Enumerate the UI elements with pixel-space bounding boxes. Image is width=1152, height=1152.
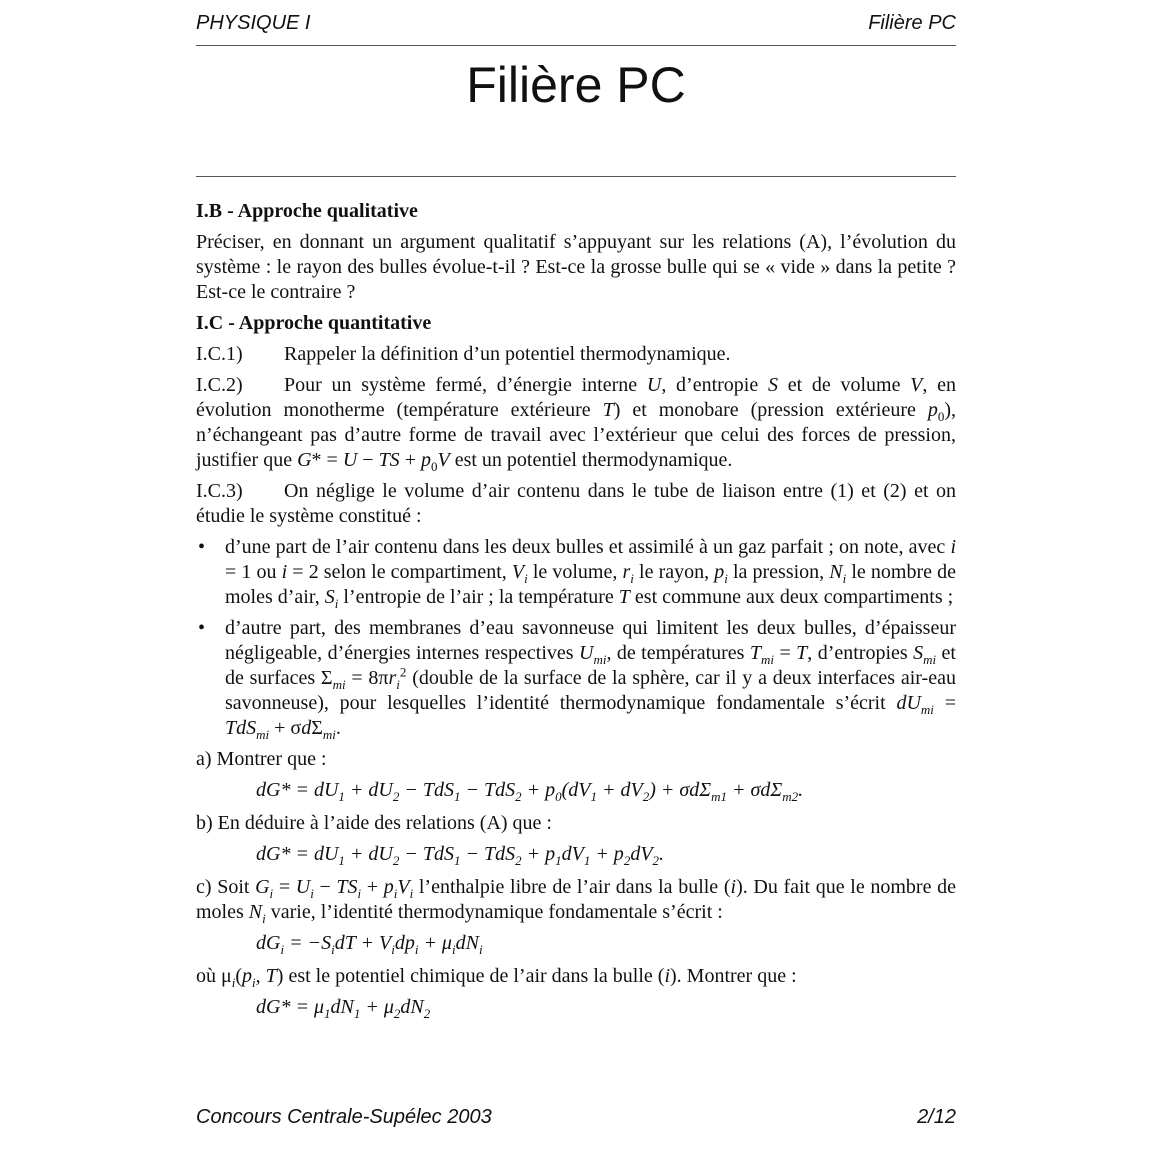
equation-a: $dG* = dU_1 + dU_2 - TdS_1 - TdS_2 + p_0(dV_1 + dV_2) + \sigma d\Sigma_{m1} + \sigma d\Sigma_{m2}$. <box>256 779 804 804</box>
question-a-label: a) <box>196 748 212 770</box>
question-c-followup: où $\mu_i(p_i$, T) est le potentiel chimique de l’air dans la bulle (i). Montrer que : <box>196 965 797 990</box>
section-ib-text: Préciser, en donnant un argument qualitatif s’appuyant sur les relations (A), l’évolution du système : le rayon des bulles évolue-t-il ? Est-ce la grosse bulle qui se « vide » dans la petite ? Est-ce le contraire ? <box>196 231 956 303</box>
question-ic1-label: I.C.1) <box>196 343 243 365</box>
bullet-air: • d’une part de l’air contenu dans les deux bulles et assimilé à un gaz parfait ; on note, avec i = 1 ou i = 2 selon le compartiment, $V_i$ le volume, $r_i$ le rayon, $p_i$ la pression, $N_i$ le nombre de moles d’air, $S_i$ l’entropie de l’air ; la température T est commune aux deux compartiments ; <box>196 535 956 610</box>
question-ic2-label: I.C.2) <box>196 374 243 396</box>
document-page <box>196 0 956 1152</box>
section-ib-heading: I.B - Approche qualitative <box>196 200 418 222</box>
question-c-label: c) <box>196 876 212 898</box>
footer-page-number: 2/12 <box>917 1106 956 1128</box>
section-ic-heading: I.C - Approche quantitative <box>196 312 432 334</box>
question-ic2: I.C.2) Pour un système fermé, d’énergie interne U, d’entropie S et de volume V, en évolution monotherme (température extérieure T) et monobare (pression extérieure $p_0$), n’échangeant pas d’autre forme de travail avec l’extérieur que celui des forces de pression, justifier que G* = U − TS + $p_0V$ est un potentiel thermodynamique. <box>196 374 957 474</box>
question-ic3-label: I.C.3) <box>196 480 243 502</box>
header-rule <box>196 45 956 46</box>
equation-c: $dG_i = -S_idT + V_idp_i + \mu_idN_i$ <box>256 932 483 957</box>
page-title: Filière PC <box>466 57 686 113</box>
question-ic1 <box>196 342 956 367</box>
question-a: a) Montrer que : <box>196 748 327 770</box>
question-b: b) En déduire à l’aide des relations (A) que : <box>196 812 552 834</box>
header-subject: PHYSIQUE I <box>196 12 311 34</box>
question-ic1-text: Rappeler la définition d’un potentiel thermodynamique. <box>284 343 731 365</box>
equation-d: $dG* = \mu_1dN_1 + \mu_2dN_2$ <box>256 996 431 1021</box>
document-body <box>196 199 956 1028</box>
header-track: Filière PC <box>868 12 956 34</box>
title-rule <box>196 176 956 177</box>
question-c: c) Soit $G_i = U_i - TS_i + p_iV_i$ l’enthalpie libre de l’air dans la bulle (i). Du fait que le nombre de moles $N_i$ varie, l’identité thermodynamique fondamentale s’écrit : <box>196 876 956 926</box>
question-b-label: b) <box>196 812 213 834</box>
question-ic3: I.C.3) On néglige le volume d’air contenu dans le tube de liaison entre (1) et (2) et on étudie le système constitué : <box>196 480 956 527</box>
equation-b: $dG* = dU_1 + dU_2 - TdS_1 - TdS_2 + p_1dV_1 + p_2dV_2$. <box>256 843 665 868</box>
system-bullet-list <box>196 535 956 741</box>
bullet-membranes: • d’autre part, des membranes d’eau savonneuse qui limitent les deux bulles, d’épaisseur négligeable, d’énergies internes respectives $U_{mi}$, de températures $T_{mi} = T$, d’entropies $S_{mi}$ et de surfaces $\Sigma_{mi} = 8\pi r_i^2$ (double de la surface de la sphère, car il y a deux interfaces air-eau savonneuse), pour lesquelles l’identité thermodynamique fondamentale s’écrit $dU_{mi} = TdS_{mi} + \sigma d\Sigma_{mi}$. <box>196 616 956 741</box>
footer-source: Concours Centrale-Supélec 2003 <box>196 1106 492 1128</box>
